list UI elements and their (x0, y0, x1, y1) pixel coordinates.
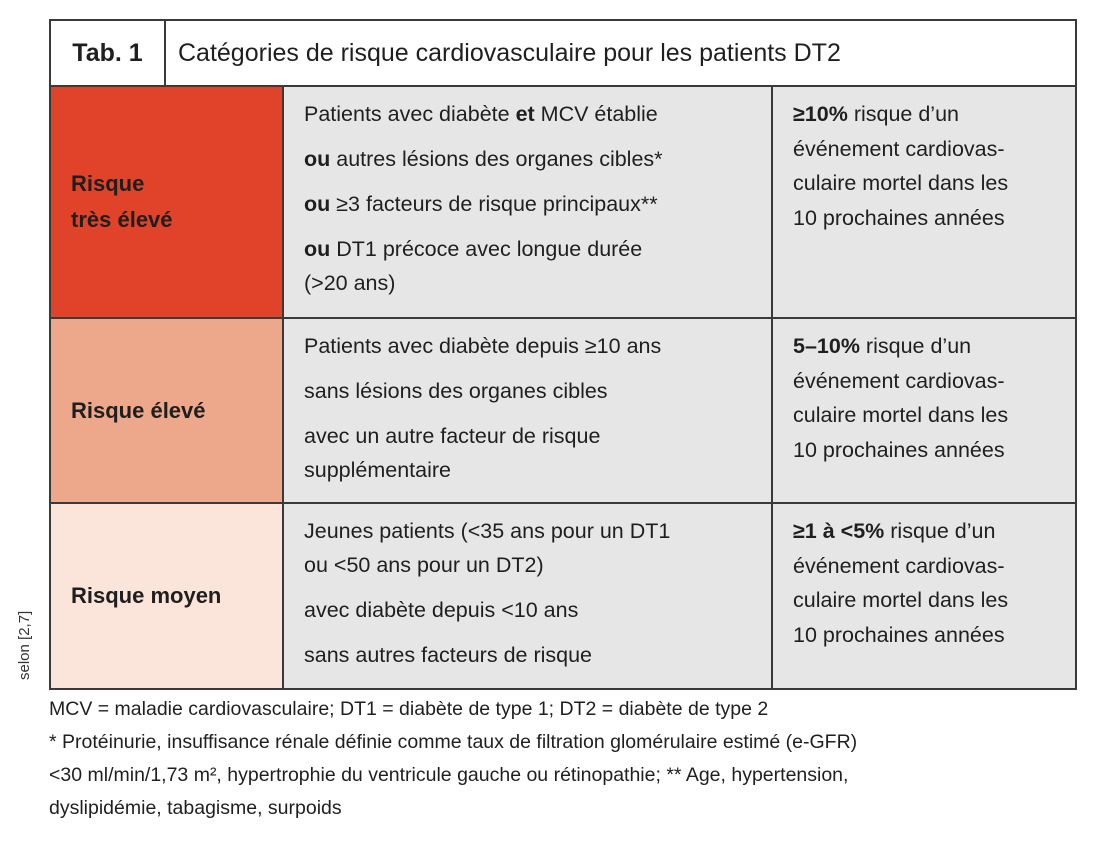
criteria-line: Jeunes patients (<35 ans pour un DT1 (304, 519, 671, 543)
category-label: très élevé (71, 207, 173, 232)
category-label: Risque moyen (71, 583, 222, 608)
table-row (51, 319, 1075, 504)
risk-value: ≥1 à <5% (793, 519, 885, 543)
category-cell (51, 87, 284, 317)
criteria-line: sans lésions des organes cibles (304, 379, 608, 403)
criteria-line: ou ≥3 facteurs de risque principaux** (304, 192, 658, 216)
category-label: Risque élevé (71, 397, 206, 423)
table-number: Tab. 1 (51, 21, 166, 85)
criteria-line: ou <50 ans pour un DT2) (304, 553, 544, 577)
criteria-cell (284, 319, 773, 502)
footnotes (49, 693, 1069, 825)
source-note: selon [2,7] (16, 610, 33, 680)
table-row (51, 87, 1075, 319)
risk-cell: ≥10% risque d’un événement cardiovas- culaire mortel dans les 10 prochaines années (773, 87, 1075, 317)
risk-table (49, 19, 1077, 690)
criteria-line: supplémentaire (304, 458, 452, 482)
criteria-line: sans autres facteurs de risque (304, 643, 593, 667)
criteria-line: Patients avec diabète depuis ≥10 ans (304, 334, 662, 358)
category-label: Risque (71, 171, 145, 196)
footnote-line: <30 ml/min/1,73 m², hypertrophie du ventricule gauche ou rétinopathie; ** Age, hypertension, (49, 764, 849, 786)
risk-value: 5–10% (793, 334, 860, 358)
criteria-cell (284, 87, 773, 317)
criteria-line: avec diabète depuis <10 ans (304, 598, 579, 622)
table-row (51, 504, 1075, 688)
risk-cell: 5–10% risque d’un événement cardiovas- culaire mortel dans les 10 prochaines années (773, 319, 1075, 502)
criteria-line: ou autres lésions des organes cibles* (304, 147, 663, 171)
criteria-line: (>20 ans) (304, 271, 396, 295)
criteria-cell (284, 504, 773, 688)
criteria-line: Patients avec diabète et MCV établie (304, 102, 658, 126)
category-cell (51, 319, 284, 502)
footnote-line: dyslipidémie, tabagisme, surpoids (49, 797, 342, 819)
table-title: Catégories de risque cardiovasculaire pour les patients DT2 (178, 38, 841, 67)
table-title-row (51, 21, 1075, 87)
footnote-line: MCV = maladie cardiovasculaire; DT1 = diabète de type 1; DT2 = diabète de type 2 (49, 698, 769, 720)
criteria-line: ou DT1 précoce avec longue durée (304, 237, 643, 261)
category-cell (51, 504, 284, 688)
risk-cell: ≥1 à <5% risque d’un événement cardiovas- culaire mortel dans les 10 prochaines années (773, 504, 1075, 688)
risk-value: ≥10% (793, 102, 848, 126)
footnote-line: * Protéinurie, insuffisance rénale définie comme taux de filtration glomérulaire estimé (e-GFR) (49, 731, 858, 753)
criteria-line: avec un autre facteur de risque (304, 424, 601, 448)
